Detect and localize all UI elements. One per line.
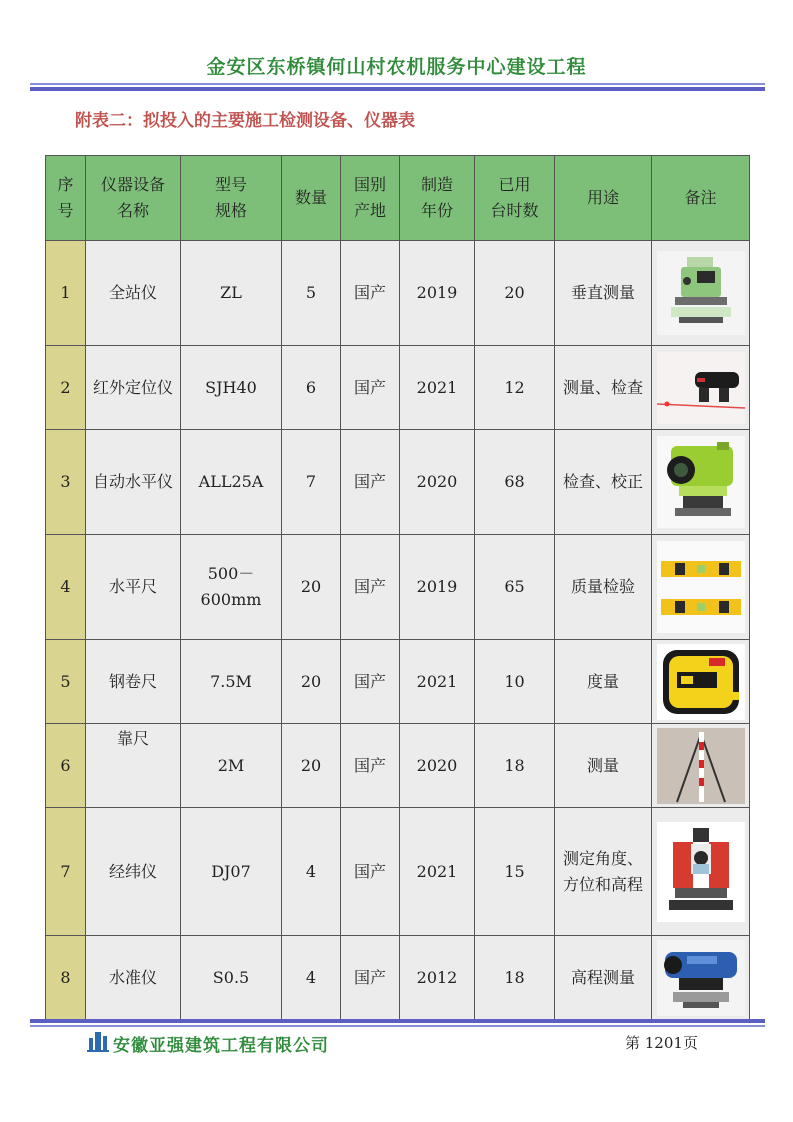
cell-name: 自动水平仪 <box>86 430 181 535</box>
cell-use: 高程测量 <box>555 936 652 1020</box>
cell-photo <box>652 724 750 808</box>
cell-no: 5 <box>46 640 86 724</box>
cell-no: 8 <box>46 936 86 1020</box>
table-row <box>46 535 750 640</box>
cell-hours: 18 <box>475 724 555 808</box>
cell-origin: 国产 <box>341 241 400 346</box>
cell-use: 度量 <box>555 640 652 724</box>
cell-model: SJH40 <box>181 346 282 430</box>
cell-name: 靠尺 <box>86 724 181 808</box>
header-hours: 已用 台时数 <box>475 156 555 241</box>
cell-model: 7.5M <box>181 640 282 724</box>
level-instrument-icon <box>657 940 745 1016</box>
cell-origin: 国产 <box>341 346 400 430</box>
cell-hours: 12 <box>475 346 555 430</box>
table-row <box>46 808 750 936</box>
header-origin: 国别 产地 <box>341 156 400 241</box>
table-row <box>46 241 750 346</box>
cell-name: 水准仪 <box>86 936 181 1020</box>
cell-no: 1 <box>46 241 86 346</box>
cell-use: 质量检验 <box>555 535 652 640</box>
cell-year: 2020 <box>400 430 475 535</box>
building-logo-icon <box>87 1030 109 1052</box>
cell-no: 4 <box>46 535 86 640</box>
cell-year: 2020 <box>400 724 475 808</box>
cell-use: 测定角度、方位和高程 <box>555 808 652 936</box>
tape-measure-icon <box>657 644 745 720</box>
cell-model: 2M <box>181 724 282 808</box>
table-row <box>46 346 750 430</box>
cell-no: 2 <box>46 346 86 430</box>
header-remark: 备注 <box>652 156 750 241</box>
cell-no: 7 <box>46 808 86 936</box>
header-no: 序 号 <box>46 156 86 241</box>
cell-year: 2021 <box>400 640 475 724</box>
cell-use: 测量、检查 <box>555 346 652 430</box>
header-use: 用途 <box>555 156 652 241</box>
cell-qty: 5 <box>282 241 341 346</box>
footer-company-name: 安徽亚强建筑工程有限公司 <box>113 1036 329 1056</box>
cell-name: 经纬仪 <box>86 808 181 936</box>
cell-use: 测量 <box>555 724 652 808</box>
cell-photo <box>652 535 750 640</box>
page-number: 第 1201页 <box>625 1034 698 1052</box>
cell-year: 2019 <box>400 241 475 346</box>
cell-hours: 68 <box>475 430 555 535</box>
cell-model: 500－600mm <box>181 535 282 640</box>
table-row <box>46 936 750 1020</box>
footer-divider-thick <box>30 1019 765 1023</box>
cell-photo <box>652 346 750 430</box>
cell-origin: 国产 <box>341 808 400 936</box>
cell-origin: 国产 <box>341 724 400 808</box>
equipment-table <box>45 155 750 1020</box>
cell-name: 钢卷尺 <box>86 640 181 724</box>
table-row <box>46 640 750 724</box>
infrared-locator-icon <box>657 352 745 424</box>
cell-year: 2019 <box>400 535 475 640</box>
section-title: 附表二：拟投入的主要施工检测设备、仪器表 <box>75 111 415 131</box>
cell-origin: 国产 <box>341 936 400 1020</box>
cell-hours: 20 <box>475 241 555 346</box>
theodolite-icon <box>657 822 745 922</box>
header-model: 型号 规格 <box>181 156 282 241</box>
cell-hours: 10 <box>475 640 555 724</box>
cell-qty: 20 <box>282 724 341 808</box>
cell-model: ZL <box>181 241 282 346</box>
cell-qty: 7 <box>282 430 341 535</box>
cell-name: 全站仪 <box>86 241 181 346</box>
table-header-row <box>46 156 750 241</box>
cell-model: ALL25A <box>181 430 282 535</box>
header-divider-thin <box>30 83 765 85</box>
cell-qty: 4 <box>282 936 341 1020</box>
cell-qty: 20 <box>282 640 341 724</box>
cell-photo <box>652 808 750 936</box>
cell-photo <box>652 936 750 1020</box>
page-header-title: 金安区东桥镇何山村农机服务中心建设工程 <box>206 56 587 78</box>
ruler-tripod-icon <box>657 728 745 804</box>
auto-level-icon <box>657 436 745 528</box>
cell-photo <box>652 241 750 346</box>
cell-year: 2012 <box>400 936 475 1020</box>
cell-hours: 15 <box>475 808 555 936</box>
footer-divider-thin <box>30 1025 765 1027</box>
cell-qty: 6 <box>282 346 341 430</box>
cell-year: 2021 <box>400 808 475 936</box>
cell-qty: 20 <box>282 535 341 640</box>
table-row <box>46 724 750 808</box>
cell-year: 2021 <box>400 346 475 430</box>
cell-no: 3 <box>46 430 86 535</box>
cell-qty: 4 <box>282 808 341 936</box>
header-qty: 数量 <box>282 156 341 241</box>
cell-origin: 国产 <box>341 535 400 640</box>
cell-model: S0.5 <box>181 936 282 1020</box>
cell-hours: 18 <box>475 936 555 1020</box>
cell-no: 6 <box>46 724 86 808</box>
cell-origin: 国产 <box>341 430 400 535</box>
cell-use: 检查、校正 <box>555 430 652 535</box>
header-year: 制造 年份 <box>400 156 475 241</box>
spirit-level-icon <box>657 541 745 633</box>
cell-photo <box>652 640 750 724</box>
header-divider-thick <box>30 87 765 91</box>
header-name: 仪器设备 名称 <box>86 156 181 241</box>
table-row <box>46 430 750 535</box>
cell-name: 红外定位仪 <box>86 346 181 430</box>
cell-origin: 国产 <box>341 640 400 724</box>
cell-name: 水平尺 <box>86 535 181 640</box>
cell-model: DJ07 <box>181 808 282 936</box>
cell-use: 垂直测量 <box>555 241 652 346</box>
cell-photo <box>652 430 750 535</box>
cell-hours: 65 <box>475 535 555 640</box>
total-station-icon <box>657 251 745 335</box>
